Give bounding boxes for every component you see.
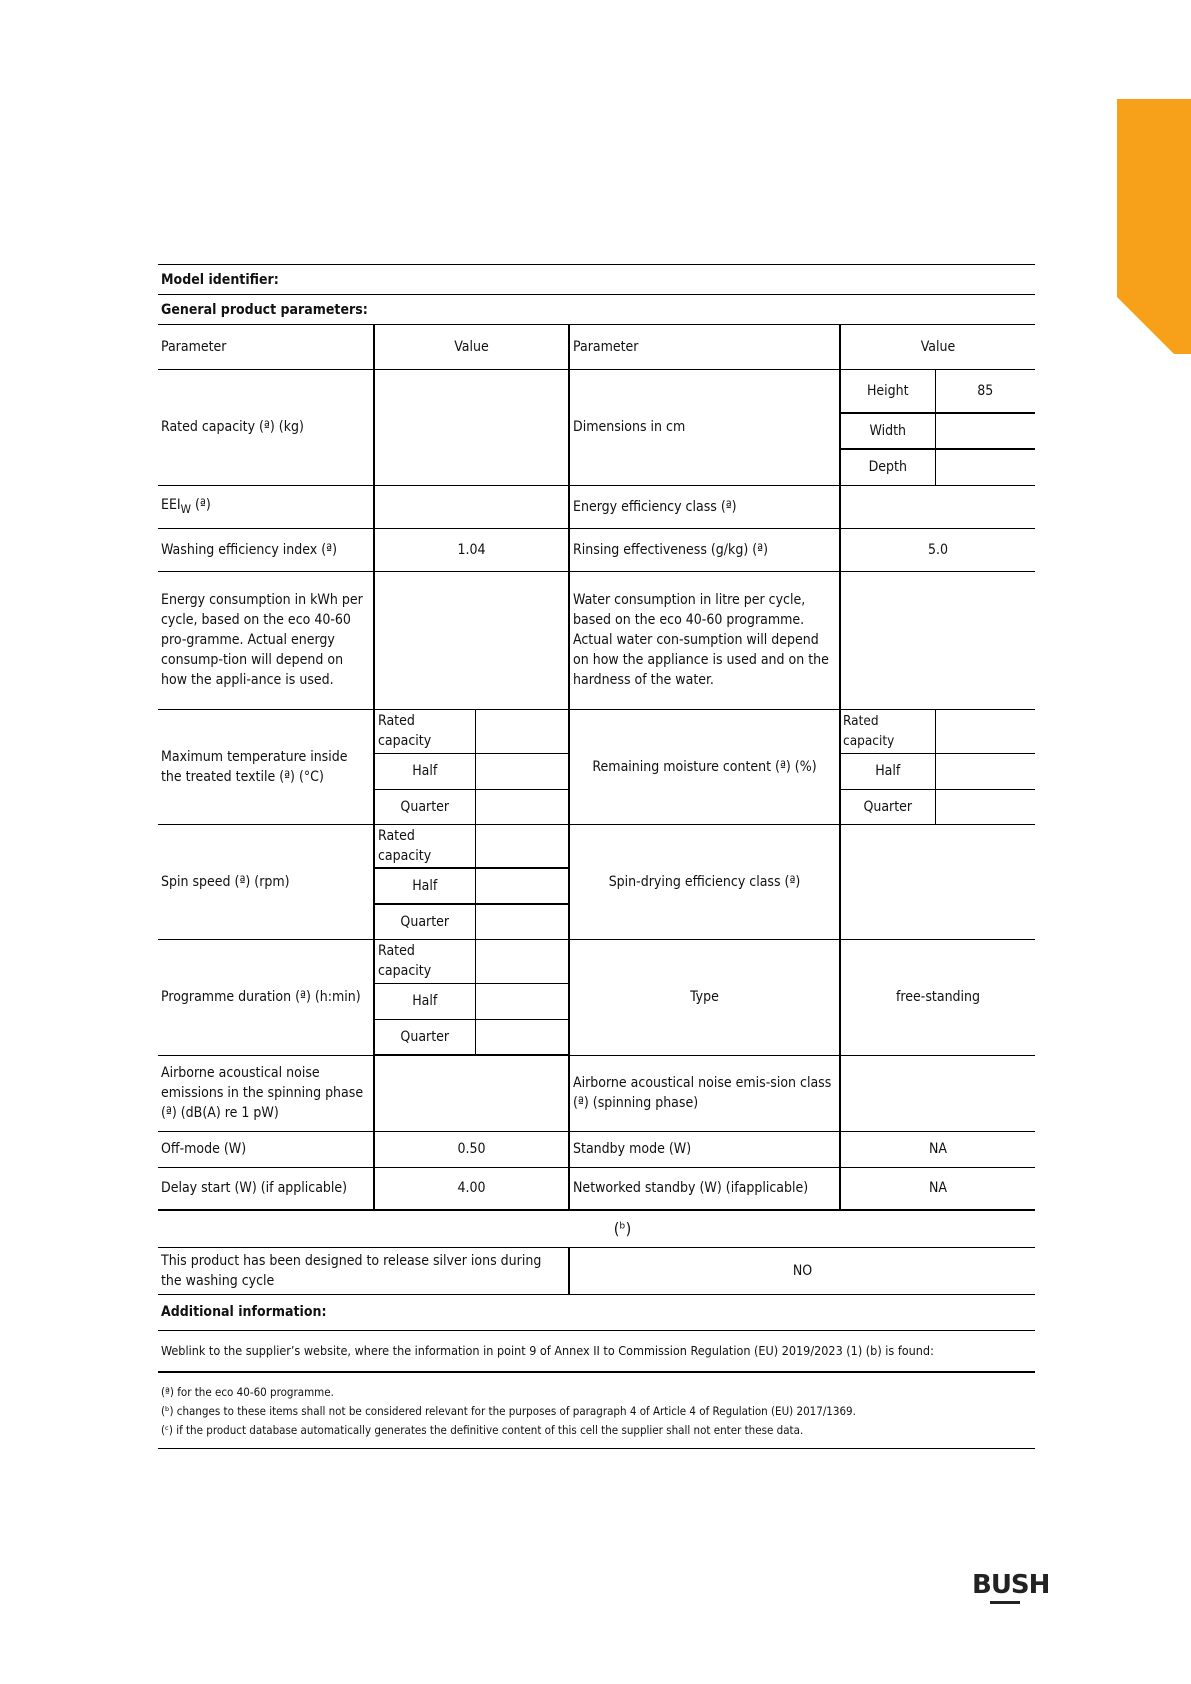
duration-quarter-label: Quarter <box>374 1019 475 1055</box>
general-params-label: General product parameters: <box>158 295 1035 325</box>
depth-value <box>935 449 1035 485</box>
standby-value: NA <box>840 1131 1035 1167</box>
delay-start-label: Delay start (W) (if applicable) <box>158 1167 374 1210</box>
spin-quarter-label: Quarter <box>374 904 475 939</box>
water-consumption-value <box>840 571 1035 709</box>
standby-label: Standby mode (W) <box>569 1131 840 1167</box>
energy-consumption-value <box>374 571 569 709</box>
eeiw-subscript: W <box>180 501 192 516</box>
moisture-half-label: Half <box>840 753 935 789</box>
energy-consumption-label: Energy consumption in kWh per cycle, based on the eco 40-60 pro-gramme. Actual energy consump-tion will depend on how the appli-ance is used. <box>158 571 374 709</box>
height-label: Height <box>840 369 935 413</box>
washing-index-label: Washing efficiency index (ª) <box>158 528 374 571</box>
noise-value <box>374 1055 569 1131</box>
eeiw-label <box>158 485 374 528</box>
noise-class-label: Airborne acoustical noise emis-sion class (ª) (spinning phase) <box>569 1055 840 1131</box>
max-temp-half-value <box>475 753 569 789</box>
duration-quarter-value <box>475 1019 569 1055</box>
silver-ions-value: NO <box>569 1247 1035 1294</box>
additional-info-label: Additional information: <box>158 1294 1035 1330</box>
max-temp-label: Maximum temperature inside the treated textile (ª) (°C) <box>158 709 374 824</box>
off-mode-label: Off-mode (W) <box>158 1131 374 1167</box>
orange-corner-tab <box>1117 99 1191 354</box>
max-temp-quarter-label: Quarter <box>374 789 475 824</box>
spin-speed-label: Spin speed (ª) (rpm) <box>158 824 374 939</box>
header-table <box>158 264 1035 325</box>
bush-logo-underline <box>990 1601 1020 1604</box>
spin-rated-value <box>475 824 569 868</box>
networked-label: Networked standby (W) (ifapplicable) <box>569 1167 840 1210</box>
product-information-sheet <box>158 264 1035 1449</box>
footnote-b: (ᵇ) changes to these items shall not be considered relevant for the purposes of paragraph 4 of Article 4 of Regulation (EU) 2017/1369. <box>161 1404 856 1418</box>
model-identifier-label: Model identifier: <box>158 265 1035 295</box>
eeiw-value <box>374 485 569 528</box>
max-temp-quarter-value <box>475 789 569 824</box>
parameter-header-1: Parameter <box>158 325 374 369</box>
networked-value: NA <box>840 1167 1035 1210</box>
duration-rated-label: Rated capacity <box>374 939 475 983</box>
depth-label: Depth <box>840 449 935 485</box>
parameters-table <box>158 325 1035 1211</box>
value-header-2: Value <box>840 325 1035 369</box>
value-header-1: Value <box>374 325 569 369</box>
duration-half-label: Half <box>374 983 475 1019</box>
water-consumption-label: Water consumption in litre per cycle, based on the eco 40-60 programme. Actual water con-sumption will depend on how the appliance is used and on the hardness of the water. <box>569 571 840 709</box>
spin-quarter-value <box>475 904 569 939</box>
width-label: Width <box>840 413 935 449</box>
energy-class-value <box>840 485 1035 528</box>
b-note: (ᵇ) <box>613 1218 632 1238</box>
eeiw-text: EEI <box>161 496 181 513</box>
off-mode-value: 0.50 <box>374 1131 569 1167</box>
dimensions-label: Dimensions in cm <box>569 369 840 485</box>
noise-label: Airborne acoustical noise emissions in the spinning phase (ª) (dB(A) re 1 pW) <box>158 1055 374 1131</box>
bush-logo <box>972 1570 1050 1606</box>
eeiw-note: (ª) <box>191 496 211 513</box>
spin-half-label: Half <box>374 868 475 904</box>
silver-ions-label: This product has been designed to release silver ions during the washing cycle <box>158 1247 569 1294</box>
footnote-a: (ª) for the eco 40-60 programme. <box>161 1385 334 1399</box>
spin-half-value <box>475 868 569 904</box>
rinsing-label: Rinsing effectiveness (g/kg) (ª) <box>569 528 840 571</box>
programme-duration-label: Programme duration (ª) (h:min) <box>158 939 374 1055</box>
moisture-quarter-label: Quarter <box>840 789 935 824</box>
footnotes <box>158 1372 1035 1449</box>
footnote-c: (ᶜ) if the product database automatically generates the definitive content of this cell the supplier shall not enter these data. <box>161 1423 804 1437</box>
moisture-half-value <box>935 753 1035 789</box>
rated-capacity-value <box>374 369 569 485</box>
moisture-label: Remaining moisture content (ª) (%) <box>569 709 840 824</box>
moisture-rated-value <box>935 709 1035 753</box>
energy-class-label: Energy efficiency class (ª) <box>569 485 840 528</box>
max-temp-rated-label: Rated capacity <box>374 709 475 753</box>
noise-class-value <box>840 1055 1035 1131</box>
rated-capacity-label: Rated capacity (ª) (kg) <box>158 369 374 485</box>
rinsing-value: 5.0 <box>840 528 1035 571</box>
moisture-rated-label: Rated capacity <box>840 709 935 753</box>
additional-table <box>158 1211 1035 1449</box>
weblink-label: Weblink to the supplier’s website, where the information in point 9 of Annex II to Commission Regulation (EU) 2019/2023 (1) (b) is found: <box>158 1330 1035 1372</box>
delay-start-value: 4.00 <box>374 1167 569 1210</box>
duration-rated-value <box>475 939 569 983</box>
orange-tab-shape <box>1117 99 1191 354</box>
type-value: free-standing <box>840 939 1035 1055</box>
parameter-header-2: Parameter <box>569 325 840 369</box>
bush-logo-text: BUSH <box>972 1570 1050 1600</box>
type-label: Type <box>569 939 840 1055</box>
duration-half-value <box>475 983 569 1019</box>
width-value <box>935 413 1035 449</box>
spin-class-label: Spin-drying efficiency class (ª) <box>569 824 840 939</box>
max-temp-rated-value <box>475 709 569 753</box>
spin-rated-label: Rated capacity <box>374 824 475 868</box>
spin-class-value <box>840 824 1035 939</box>
moisture-quarter-value <box>935 789 1035 824</box>
washing-index-value: 1.04 <box>374 528 569 571</box>
height-value: 85 <box>935 369 1035 413</box>
max-temp-half-label: Half <box>374 753 475 789</box>
